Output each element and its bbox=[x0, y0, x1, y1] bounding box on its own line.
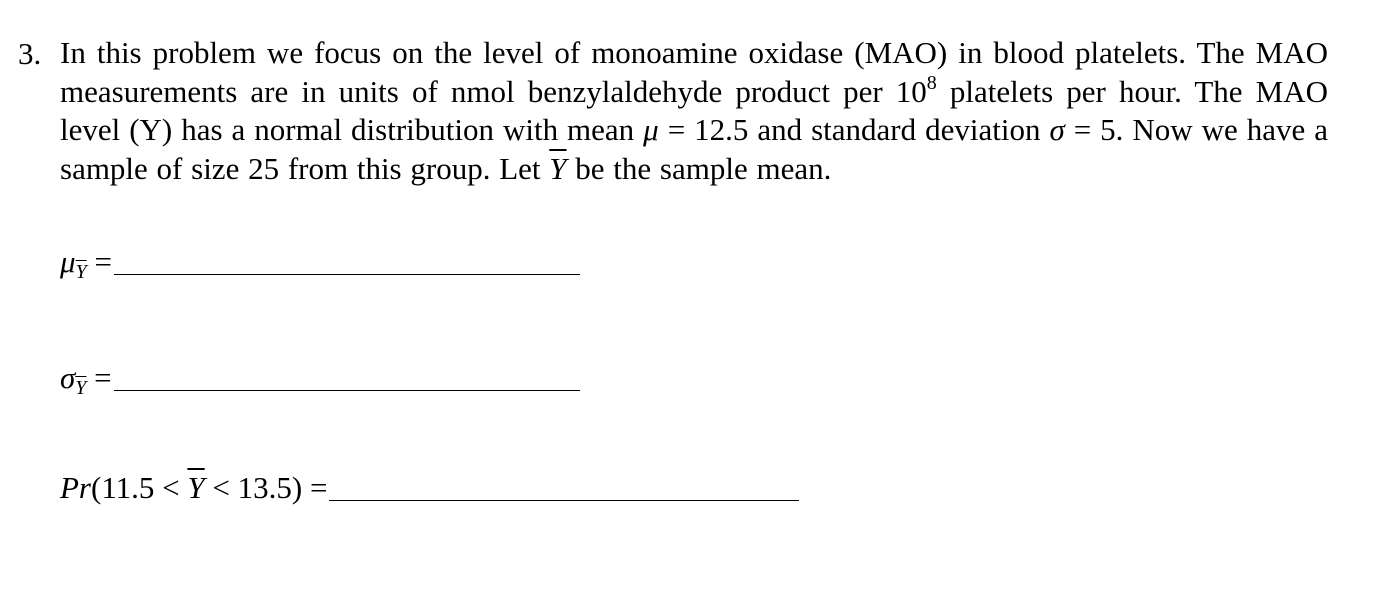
probability-answer-row bbox=[60, 470, 799, 506]
sigma-ybar-label bbox=[60, 360, 112, 399]
sigma-label-symbol: σ bbox=[60, 360, 76, 395]
sigma-equals: = bbox=[86, 360, 112, 395]
exponent: 8 bbox=[926, 71, 937, 94]
mu-symbol: μ bbox=[643, 112, 659, 147]
mu-label-symbol: μ bbox=[60, 244, 76, 279]
mu-value: = 12.5 and standard deviation bbox=[658, 112, 1050, 147]
probability-answer-blank[interactable] bbox=[329, 499, 799, 501]
prob-close: < 13.5) = bbox=[204, 470, 328, 505]
sigma-value: = 5. Now we have a sample of size 25 from this group. Let bbox=[60, 112, 1329, 186]
mu-ybar-label bbox=[60, 244, 112, 283]
sigma-symbol: σ bbox=[1049, 112, 1065, 147]
sigma-ybar-answer-row bbox=[60, 360, 580, 399]
sigma-label-subscript: Y bbox=[75, 377, 87, 399]
problem-statement bbox=[60, 34, 1328, 188]
ybar-symbol: $\overline{Y}$ bbox=[549, 150, 567, 186]
prob-ybar: $\overline{Y}$ bbox=[187, 470, 205, 505]
statement-part-1: In this problem we focus on the level of monoamine oxidase (MAO) in blood platelets. The MAO measurements are in units of nmol benzylaldehyde product per 10 bbox=[60, 35, 1328, 109]
prob-prefix: Pr bbox=[60, 470, 91, 505]
mu-ybar-answer-row bbox=[60, 244, 580, 283]
problem-number: 3. bbox=[18, 36, 42, 71]
problem-3 bbox=[18, 34, 1328, 188]
prob-open: (11.5 < bbox=[91, 470, 188, 505]
mu-ybar-answer-blank[interactable] bbox=[114, 273, 580, 275]
mu-equals: = bbox=[86, 244, 112, 279]
statement-part-3: be the sample mean. bbox=[566, 150, 832, 186]
statement-part-2: platelets per hour. The MAO level (Y) has a normal distribution with mean bbox=[60, 73, 1328, 147]
sigma-ybar-answer-blank[interactable] bbox=[114, 389, 580, 391]
probability-label bbox=[60, 470, 327, 506]
mu-label-subscript: Y bbox=[75, 261, 87, 283]
